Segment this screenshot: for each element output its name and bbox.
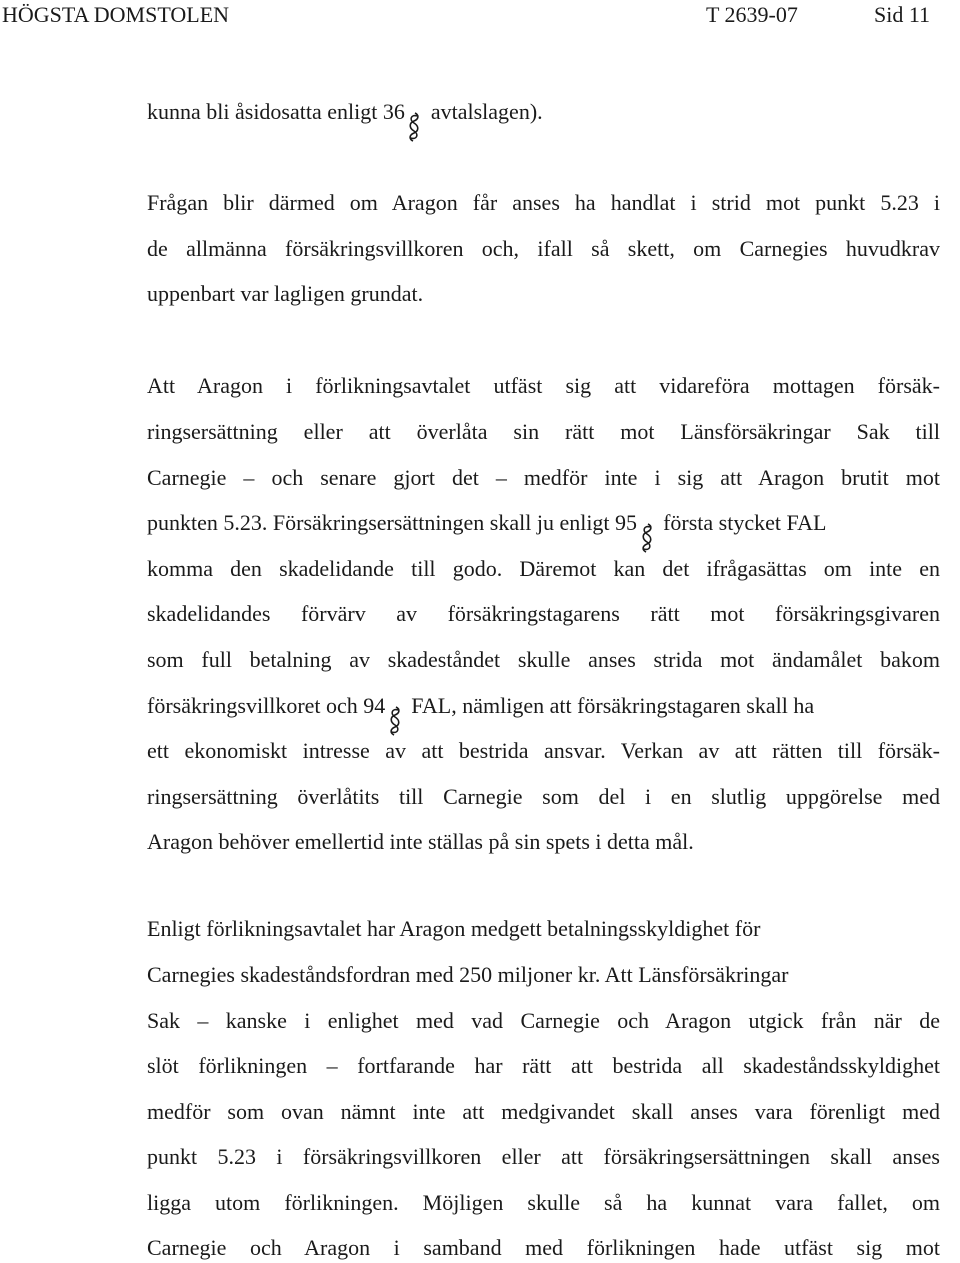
text-line: ligga utom förlikningen. Möjligen skulle så ha kunnat vara fallet, om xyxy=(147,1190,940,1215)
case-number: T 2639-07 xyxy=(706,2,798,27)
text-line: de allmänna försäkringsvillkoren och, ifall så skett, om Carnegies huvudkrav xyxy=(147,236,940,261)
text-line: Att Aragon i förlikningsavtalet utfäst sig att vidareföra mottagen försäk- xyxy=(147,373,940,398)
text-line: Sak – kanske i enlighet med vad Carnegie och Aragon utgick från när de xyxy=(147,1008,940,1033)
text-line: ringsersättning överlåtits till Carnegie som del i en slutlig uppgörelse med xyxy=(147,784,940,809)
text-line: slöt förlikningen – fortfarande har rätt att bestrida all skadeståndsskyldighet xyxy=(147,1053,940,1078)
text-line: försäkringsvillkoret och 94 FAL, nämligen att försäkringstagaren skall ha xyxy=(147,691,814,721)
text-line: ringsersättning eller att överlåta sin rätt mot Länsförsäkringar Sak till xyxy=(147,419,940,444)
text-line: Carnegie – och senare gjort det – medför inte i sig att Aragon brutit mot xyxy=(147,465,940,490)
court-name: HÖGSTA DOMSTOLEN xyxy=(2,2,230,27)
page-header xyxy=(0,0,960,30)
text-line: kunna bli åsidosatta enligt 36 avtalslagen). xyxy=(147,97,543,127)
text-line: punkten 5.23. Försäkringsersättningen skall ju enligt 95 första stycket FAL xyxy=(147,508,940,538)
page-number: Sid 11 xyxy=(874,2,931,27)
text-line: medför som ovan nämnt inte att medgivandet skall anses vara förenligt med xyxy=(147,1099,940,1124)
text-line: skadelidandes förvärv av försäkringstagarens rätt mot försäkringsgivaren xyxy=(147,601,940,626)
section-sign-icon xyxy=(643,529,644,530)
text-line: uppenbart var lagligen grundat. xyxy=(147,281,424,306)
section-sign-icon xyxy=(391,712,392,713)
text-line: Aragon behöver emellertid inte ställas på sin spets i detta mål. xyxy=(147,829,694,854)
text-line: komma den skadelidande till godo. Däremot kan det ifrågasättas om inte en xyxy=(147,556,940,581)
text-line: Frågan blir därmed om Aragon får anses ha handlat i strid mot punkt 5.23 i xyxy=(147,190,940,215)
text-line: punkt 5.23 i försäkringsvillkoren eller att försäkringsersättningen skall anses xyxy=(147,1144,940,1169)
section-sign-icon xyxy=(410,118,411,119)
text-line: som full betalning av skadeståndet skulle anses strida mot ändamålet bakom xyxy=(147,647,940,672)
text-line: Enligt förlikningsavtalet har Aragon medgett betalningsskyldighet för xyxy=(147,916,761,941)
text-line: ett ekonomiskt intresse av att bestrida ansvar. Verkan av att rätten till försäk- xyxy=(147,738,940,763)
text-line: Carnegie och Aragon i samband med förlikningen hade utfäst sig mot xyxy=(147,1235,940,1260)
text-line: Carnegies skadeståndsfordran med 250 miljoner kr. Att Länsförsäkringar xyxy=(147,962,789,987)
